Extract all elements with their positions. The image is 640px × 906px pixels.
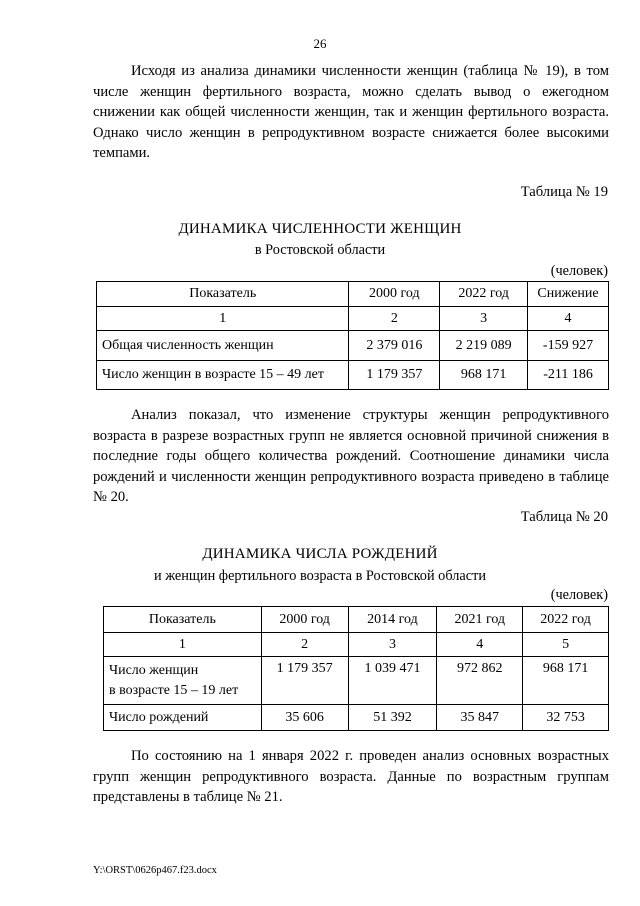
header-cell: Показатель [97,282,349,307]
table-19-subtitle: в Ростовской области [254,242,386,258]
header-cell: Снижение [528,282,609,307]
file-path-footer: Y:\ORST\0626p467.f23.docx [93,865,217,876]
value-cell: 968 171 [440,361,528,390]
column-number-cell: 2 [261,633,348,657]
value-cell: -211 186 [528,361,609,390]
value-cell: 2 379 016 [349,331,440,361]
value-cell: 35 606 [261,705,348,731]
paragraph-1: Исходя из анализа динамики численности женщин (таблица № 19), в том числе женщин фертильного возраста, можно сделать вывод о ежегодном снижении как общей численности женщин, так и женщин фертильного возраста. Однако число женщин в репродуктивном возрасте снижается более высокими темпами. [93,63,609,161]
row-label-cell: Общая численность женщин [97,331,349,361]
header-cell: 2022 год [523,607,609,633]
row-label-line-2: в возрасте 15 – 19 лет [109,683,239,698]
column-number-cell: 1 [104,633,262,657]
column-number-cell: 3 [348,633,437,657]
column-number-cell: 5 [523,633,609,657]
column-number-cell: 4 [437,633,523,657]
table-row [104,633,609,657]
value-cell: 32 753 [523,705,609,731]
page-number: 26 [313,36,327,51]
value-cell: -159 927 [528,331,609,361]
table-19-title: ДИНАМИКА ЧИСЛЕННОСТИ ЖЕНЩИН [178,221,462,237]
header-cell: 2022 год [440,282,528,307]
row-label-line-1: Число женщин [109,663,199,678]
row-label-cell: Число женщин в возрасте 15 – 49 лет [97,361,349,390]
column-number-cell: 3 [440,307,528,331]
header-cell: Показатель [104,607,262,633]
header-cell: 2021 год [437,607,523,633]
header-cell: 2000 год [349,282,440,307]
table-row [97,282,609,307]
table-row [97,307,609,331]
value-cell: 51 392 [348,705,437,731]
table-row [97,361,609,390]
value-cell: 1 179 357 [349,361,440,390]
row-label-cell: Число рождений [104,705,262,731]
table-20-unit: (человек) [550,587,608,603]
column-number-cell: 2 [349,307,440,331]
value-cell: 972 862 [437,657,523,705]
column-number-cell: 1 [97,307,349,331]
header-cell: 2000 год [261,607,348,633]
value-cell: 968 171 [523,657,609,705]
value-cell: 1 039 471 [348,657,437,705]
value-cell: 2 219 089 [440,331,528,361]
paragraph-3: По состоянию на 1 января 2022 г. проведен анализ основных возрастных групп женщин репродуктивного возраста. Данные по возрастным группам представлены в таблице № 21. [93,748,609,805]
table-19-label: Таблица № 19 [520,184,608,200]
table-20 [103,606,609,731]
column-number-cell: 4 [528,307,609,331]
table-20-title: ДИНАМИКА ЧИСЛА РОЖДЕНИЙ [202,546,438,562]
header-cell: 2014 год [348,607,437,633]
table-row [104,705,609,731]
row-label-cell [104,657,262,705]
value-cell: 1 179 357 [261,657,348,705]
table-row [104,607,609,633]
table-19-unit: (человек) [550,263,608,279]
paragraph-2: Анализ показал, что изменение структуры женщин репродуктивного возраста в разрезе возрастных групп не является основной причиной снижения в последние годы общего количества рождений. Соотношение динамики числа рождений и численности женщин репродуктивного возраста приведено в таблице № 20. [93,407,609,505]
table-20-label: Таблица № 20 [520,509,608,525]
table-row [104,657,609,705]
table-row [97,331,609,361]
table-20-subtitle: и женщин фертильного возраста в Ростовской области [154,568,486,584]
value-cell: 35 847 [437,705,523,731]
table-19 [96,281,609,390]
